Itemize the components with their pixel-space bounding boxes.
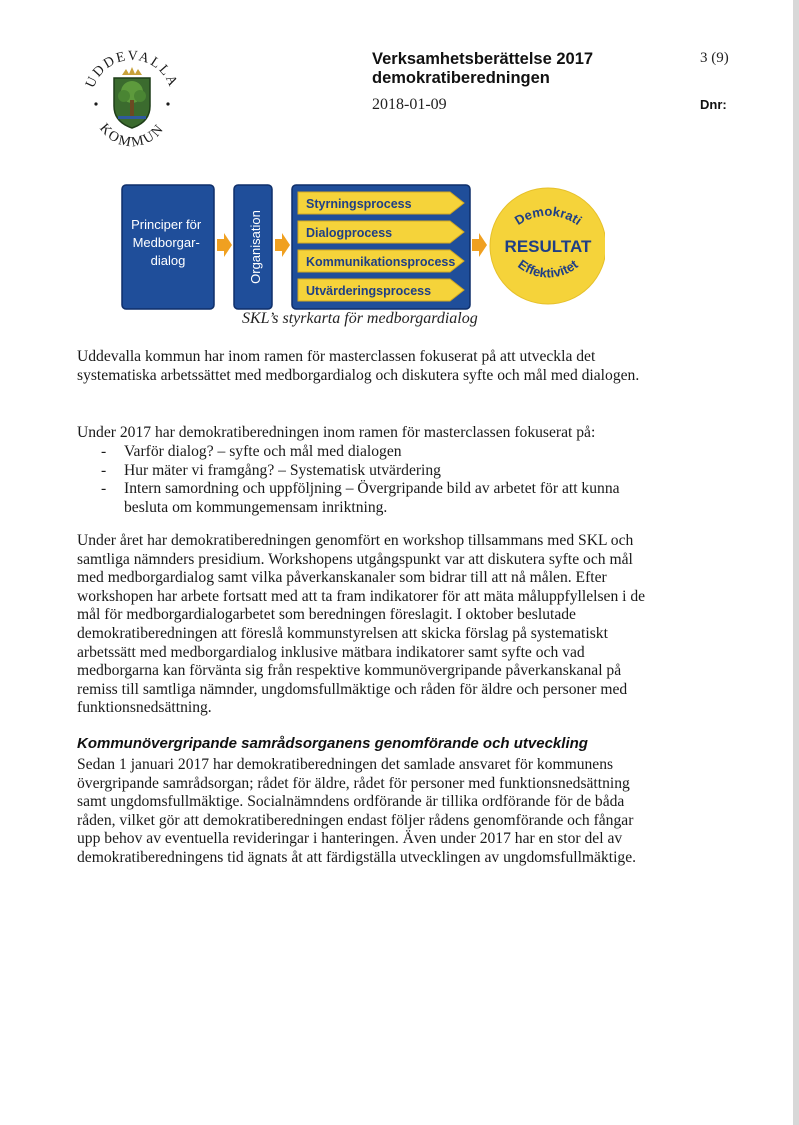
list-dash: - [101,443,107,460]
list-item [77,443,652,462]
logo-text-top: UDDEVALLA [83,48,181,91]
diagram-caption: SKL’s styrkarta för medborgardialog [242,310,478,327]
coat-of-arms-icon [114,67,150,128]
principles-box-line3: dialog [150,253,186,268]
page-number: 3 (9) [700,50,729,66]
logo-text-bottom: KOMMUN [96,121,168,150]
document-title [372,50,593,88]
list-item-text: Intern samordning och uppföljning – Övergripande bild av arbetet för att kunna besluta om kommungemensam inriktning. [124,480,620,516]
paragraph-councils-text: Sedan 1 januari 2017 har demokratiberedningen det samlade ansvaret för kommunens övergripande samrådsorgan; rådet för äldre, rådet för personer med funktionsnedsättning samt ungdomsfullmäktige. Socialnämndens ordförande är tillika ordförande för de båda råden, vilket gör att demokratiberedningen endast följer rådens genomförande och fångar upp behov av eventuella revideringar i hanteringen. Även under 2017 har en stor del av demokratiberedningens tid ägnats åt att färdigställa utvecklingen av ungdomsfullmäktige. [77,756,637,866]
paragraph-intro [77,348,652,385]
document-date: 2018-01-09 [372,96,447,113]
scan-edge [793,0,799,1125]
organisation-label: Organisation [248,210,263,284]
list-dash: - [101,461,107,479]
result-center-label: RESULTAT [504,237,592,256]
paragraph-focus-text: Under 2017 har demokratiberedningen inom ramen för masterclassen fokuserat på: [77,424,596,441]
paragraph-focus [77,424,652,443]
focus-list [77,443,652,517]
dnr-label: Dnr: [700,97,727,112]
principles-box-line2: Medborgar- [132,235,200,250]
process-label-3: Kommunikationsprocess [306,255,456,269]
list-item [77,462,652,481]
arrow-3 [472,233,487,257]
list-item-text: Varför dialog? – syfte och mål med dialogen [124,443,402,460]
list-item-text: Hur mäter vi framgång? – Systematisk utvärdering [124,461,441,479]
paragraph-workshop [77,532,652,718]
process-label-1: Styrningsprocess [306,197,412,211]
paragraph-intro-text: Uddevalla kommun har inom ramen för masterclassen fokuserat på att utveckla det systematiska arbetssättet med medborgardialog och diskutera syfte och mål med dialogen. [77,348,640,384]
document-title-line2: demokratiberedningen [372,69,550,87]
arrow-1 [217,233,232,257]
municipality-logo [78,42,186,150]
result-top-label: Demokrati [511,203,585,229]
list-dash: - [101,480,107,498]
section-heading: Kommunövergripande samrådsorganens genomförande och utveckling [77,735,588,752]
result-bottom-label: Effektivitet [515,256,581,281]
process-label-4: Utvärderingsprocess [306,284,432,298]
document-title-line1: Verksamhetsberättelse 2017 [372,50,594,68]
process-label-2: Dialogprocess [306,226,393,240]
skl-strategy-map-diagram [120,182,605,314]
principles-box-line1: Principer för [131,217,202,232]
paragraph-councils [77,756,652,868]
arrow-2 [275,233,290,257]
paragraph-workshop-text: Under året har demokratiberedningen genomfört en workshop tillsammans med SKL och samtliga nämnders presidium. Workshopens utgångspunkt var att diskutera syfte och mål med medborgardialog samt vilka påverkanskanaler som bidrar till att nå målen. Efter workshopen har arbete fortsatt med att ta fram indikatorer för att mäta måluppfyllelsen i de mål för medborgardialogarbetet som beredningen föreslagit. I oktober beslutade demokratiberedningen att föreslå kommunstyrelsen att skicka förslag på systematiskt arbetssätt med medborgardialog inklusive mätbara indikatorer samt syfte och vad medborgarna kan förvänta sig från respektive kommunövergripande påverkanskanal på remiss till samtliga nämnder, ungdomsfullmäktige och råden för äldre och personer med funktionsnedsättning. [77,532,646,717]
list-item [77,480,652,517]
